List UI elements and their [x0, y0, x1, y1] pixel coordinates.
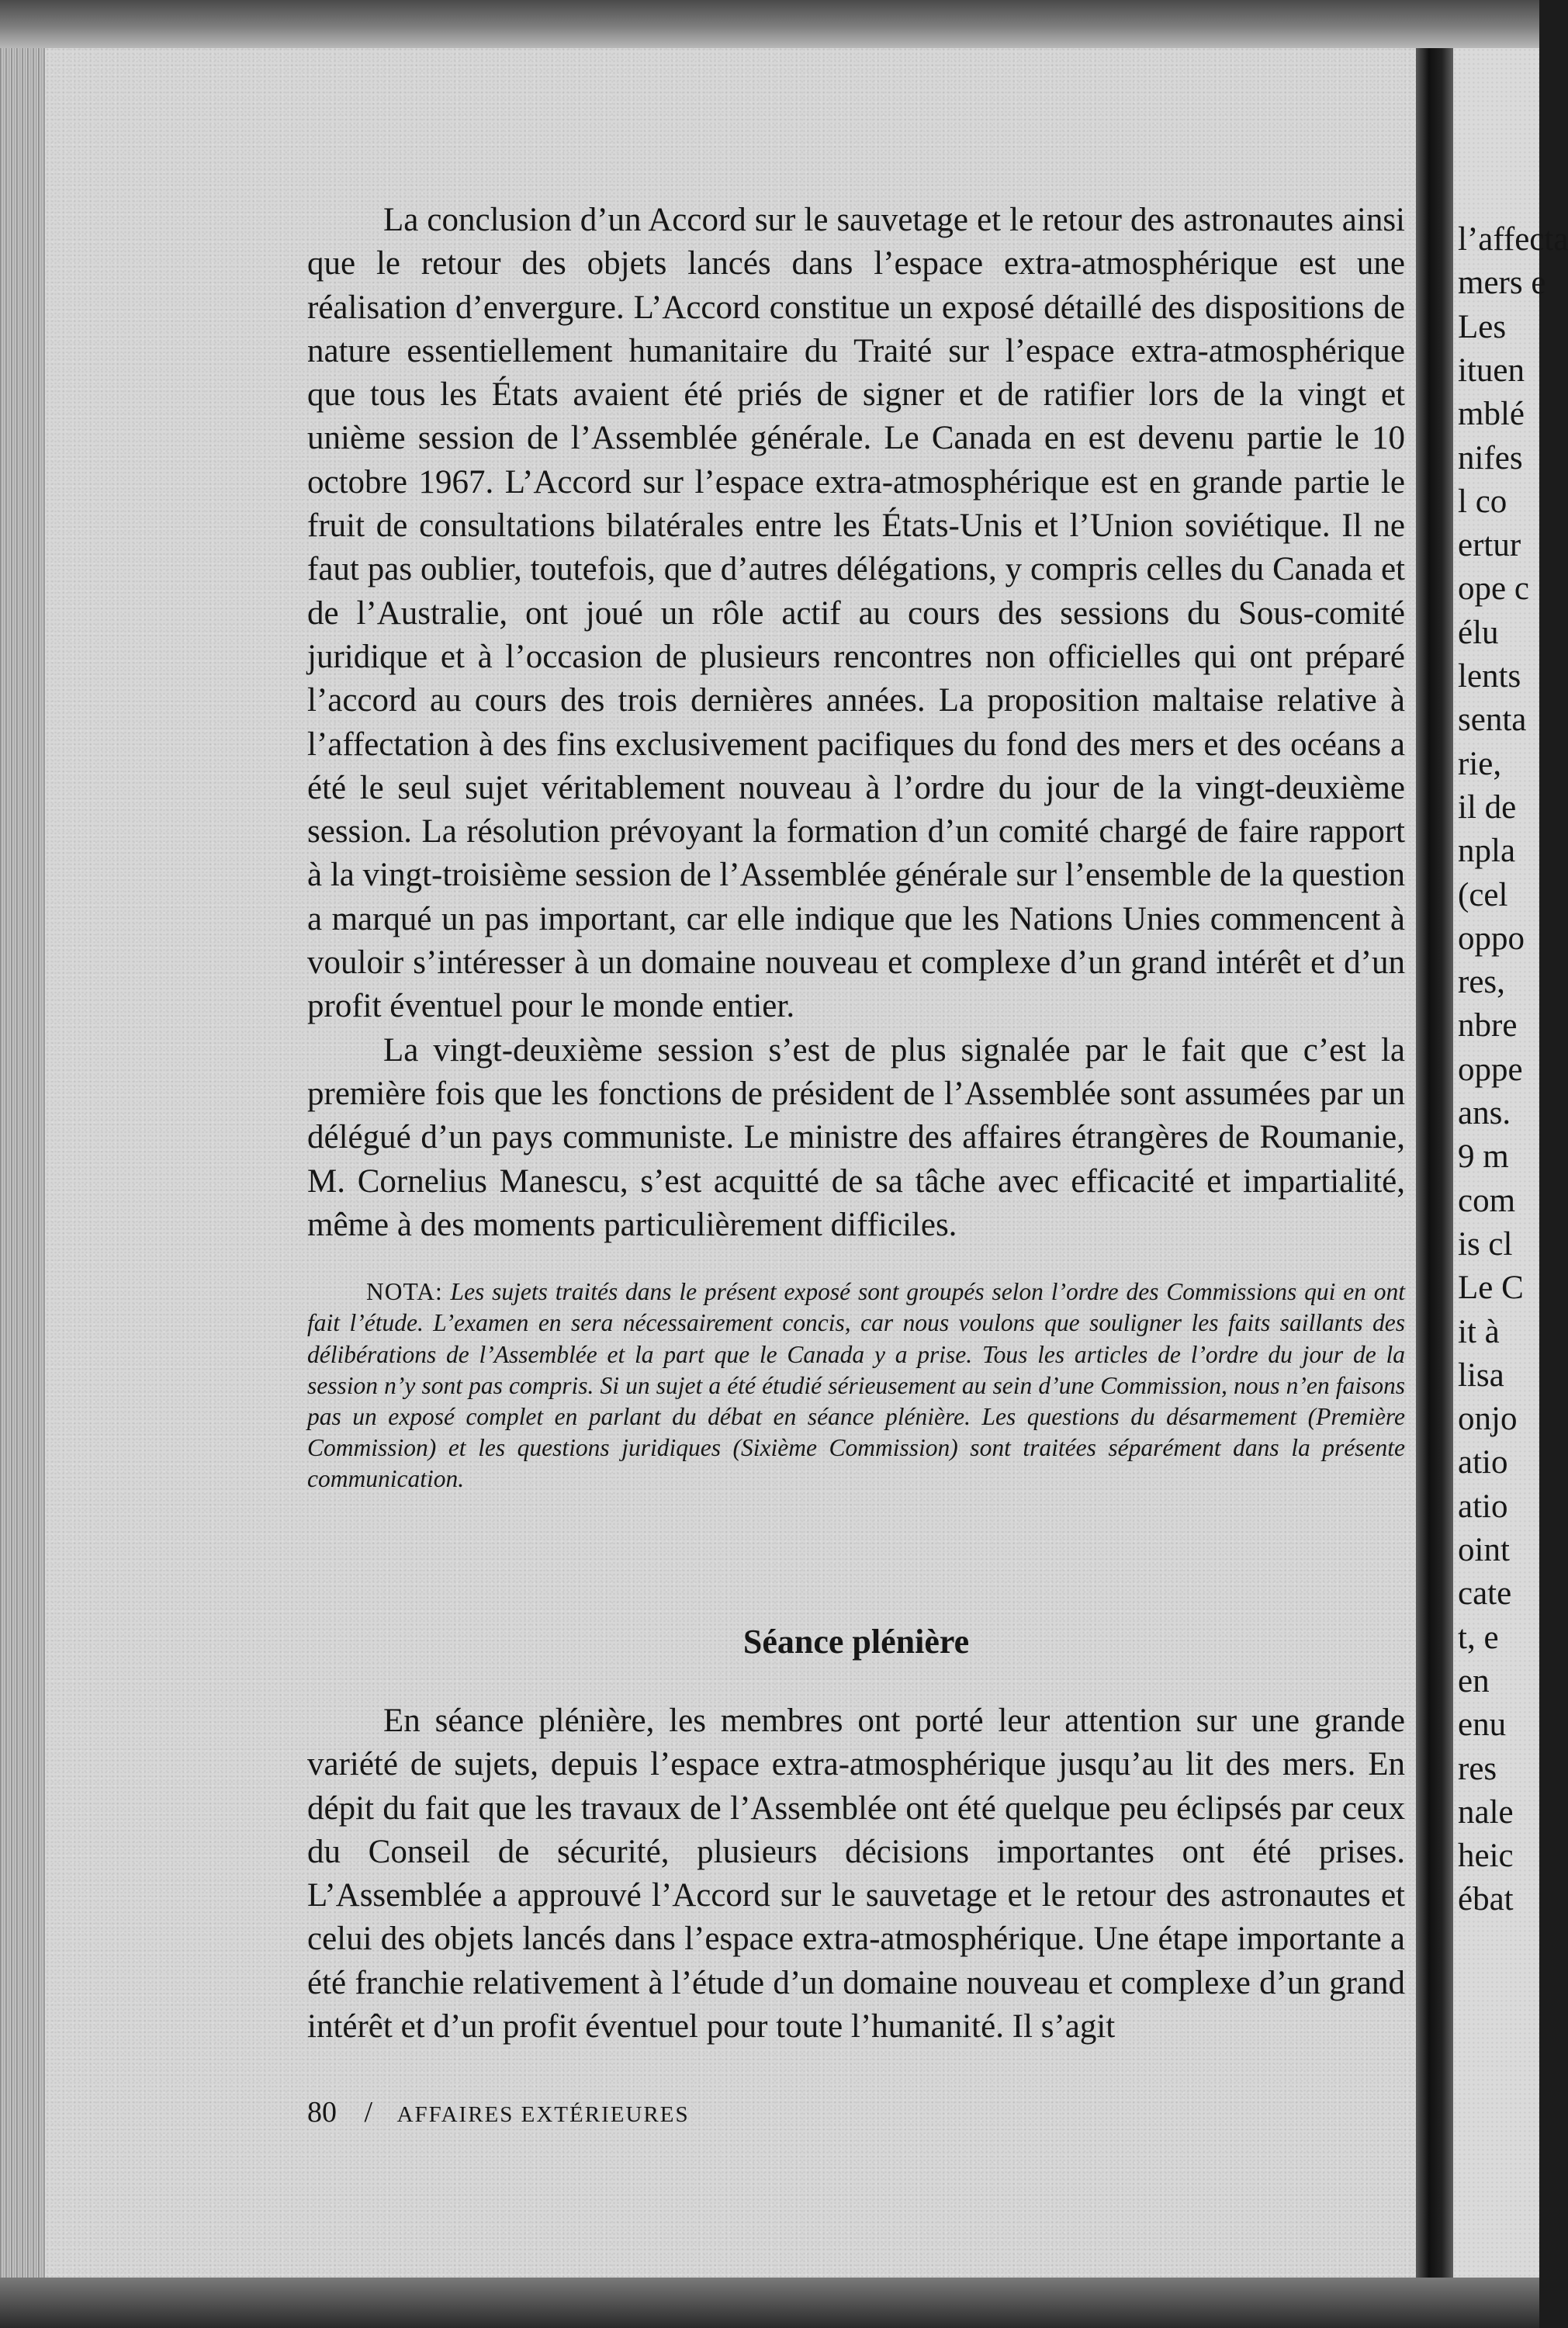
facing-page-line: oppo: [1458, 920, 1525, 957]
facing-page-line: nifes: [1458, 439, 1523, 476]
facing-page-line: ertur: [1458, 527, 1521, 564]
facing-page-line: (cel: [1458, 876, 1508, 913]
facing-page-fragment: [1453, 48, 1568, 2278]
page-footer: [307, 2095, 690, 2129]
body-text: [307, 199, 1405, 1495]
facing-page-line: rie,: [1458, 745, 1502, 782]
facing-page-line: enu: [1458, 1706, 1507, 1744]
facing-page-line: Les: [1458, 308, 1507, 345]
facing-page-line: atio: [1458, 1488, 1508, 1525]
facing-page-line: onjo: [1458, 1401, 1518, 1438]
facing-page-line: ans.: [1458, 1095, 1511, 1131]
facing-page-line: nale: [1458, 1793, 1514, 1831]
facing-page-line: ituen: [1458, 352, 1525, 389]
facing-page-line: is cl: [1458, 1225, 1513, 1263]
page-number: 80: [307, 2096, 337, 2129]
facing-page-line: it à: [1458, 1313, 1500, 1350]
section-body: [307, 1699, 1405, 2049]
paragraph-accord: La conclusion d’un Accord sur le sauvetage et le retour des astronautes ainsi que le retour des objets lancés dans l’espace extra-atmosphérique est une réalisation d’envergure. L’Accord constitue un exposé détaillé des dispositions de nature essentiellement humanitaire du Traité sur l’espace extra-atmosphérique que tous les États avaient été priés de signer et de ratifier lors de la vingt et unième session de l’Assemblée générale. Le Canada en est devenu partie le 10 octobre 1967. L’Accord sur l’espace extra-atmosphérique est en grande partie le fruit de consultations bilatérales entre les États-Unis et l’Union soviétique. Il ne faut pas oublier, toutefois, que d’autres délégations, y compris celles du Canada et de l’Australie, ont joué un rôle actif au cours des sessions du Sous-comité juridique et à l’occasion de plusieurs rencontres non officielles qui ont préparé l’accord au cours des trois dernières années. La proposition maltaise relative à l’affectation à des fins exclusivement pacifiques du fond des mers et des océans a été le seul sujet véritablement nouveau à l’ordre du jour de la vingt-deuxième session. La résolution prévoyant la formation d’un comité chargé de faire rapport à la vingt-troisième session de l’Assemblée générale sur l’ensemble de la question a marqué un pas important, car elle indique que les Nations Unies commencent à vouloir s’intéresser à un domaine nouveau et complexe d’un grand intérêt et d’un profit éventuel pour le monde entier.: [307, 202, 1405, 1025]
facing-page-line: res: [1458, 1750, 1497, 1787]
editorial-note: [307, 1277, 1405, 1495]
facing-page-line: l co: [1458, 483, 1507, 520]
page-stack-edges: [0, 48, 45, 2278]
note-label: NOTA:: [366, 1278, 443, 1306]
facing-page-line: l’affecta: [1458, 221, 1568, 258]
facing-page-line: mers e: [1458, 265, 1546, 302]
facing-page-line: lents: [1458, 658, 1521, 695]
facing-page-line: il de: [1458, 788, 1517, 826]
facing-page-line: ope c: [1458, 570, 1529, 608]
facing-page-line: en: [1458, 1662, 1490, 1699]
facing-page-line: ébat: [1458, 1881, 1514, 1918]
facing-page-line: atio: [1458, 1444, 1508, 1481]
facing-page-line: Le C: [1458, 1270, 1524, 1307]
facing-page-line: t, e: [1458, 1619, 1499, 1656]
book-gutter: [1416, 48, 1453, 2278]
facing-page-line: oppe: [1458, 1051, 1523, 1088]
facing-page-line: élu: [1458, 614, 1499, 651]
facing-page-line: mblé: [1458, 396, 1525, 433]
journal-title: AFFAIRES EXTÉRIEURES: [396, 2102, 690, 2127]
scanner-bottom-margin: [0, 2278, 1539, 2328]
facing-page-line: npla: [1458, 833, 1516, 870]
scanner-top-margin: [0, 0, 1539, 48]
facing-page-line: com: [1458, 1182, 1516, 1219]
facing-page-line: senta: [1458, 702, 1527, 739]
facing-page-line: nbre: [1458, 1007, 1518, 1044]
facing-page-line: oint: [1458, 1532, 1510, 1568]
facing-page-line: lisa: [1458, 1356, 1504, 1394]
note-text: Les sujets traités dans le présent exposé sont groupés selon l’ordre des Commissions qui en ont fait l’étude. L’examen en sera nécessairement concis, car nous voulons que souligner les faits saillants des délibérations de l’Assemblée et la part que le Canada y a prise. Tous les articles de l’ordre du jour de la session n’y sont pas compris. Si un sujet a été étudié sérieusement au sein d’une Commission, nous n’en faisons pas un exposé complet en parlant du débat en séance plénière. Les questions du désarmement (Première Commission) et les questions juridiques (Sixième Commission) sont traitées séparément dans la présente communication.: [307, 1278, 1406, 1493]
facing-page-line: res,: [1458, 964, 1505, 1001]
facing-page-line: heic: [1458, 1838, 1514, 1875]
facing-page-line: cate: [1458, 1575, 1512, 1613]
paragraph-plenary: En séance plénière, les membres ont porté leur attention sur une grande variété de sujets, depuis l’espace extra-atmosphérique jusqu’au lit des mers. En dépit du fait que les travaux de l’Assemblée ont été quelque peu éclipsés par ceux du Conseil de sécurité, plusieurs décisions importantes ont été prises. L’Assemblée a approuvé l’Accord sur le sauvetage et le retour des astronautes et celui des objets lancés dans l’espace extra-atmosphérique. Une étape importante a été franchie relativement à l’étude d’un domaine nouveau et complexe d’un grand intérêt et d’un profit éventuel pour toute l’humanité. Il s’agit: [307, 1703, 1405, 2046]
paragraph-president: La vingt-deuxième session s’est de plus signalée par le fait que c’est la première fois que les fonctions de président de l’Assemblée sont assumées par un délégué d’un pays communiste. Le ministre des affaires étrangères de Roumanie, M. Cornelius Manescu, s’est acquitté de sa tâche avec efficacité et impartialité, même à des moments particulièrement difficiles.: [307, 1031, 1405, 1243]
facing-page-line: 9 m: [1458, 1138, 1509, 1176]
section-heading: Séance plénière: [742, 1623, 970, 1661]
footer-separator: /: [364, 2096, 373, 2129]
